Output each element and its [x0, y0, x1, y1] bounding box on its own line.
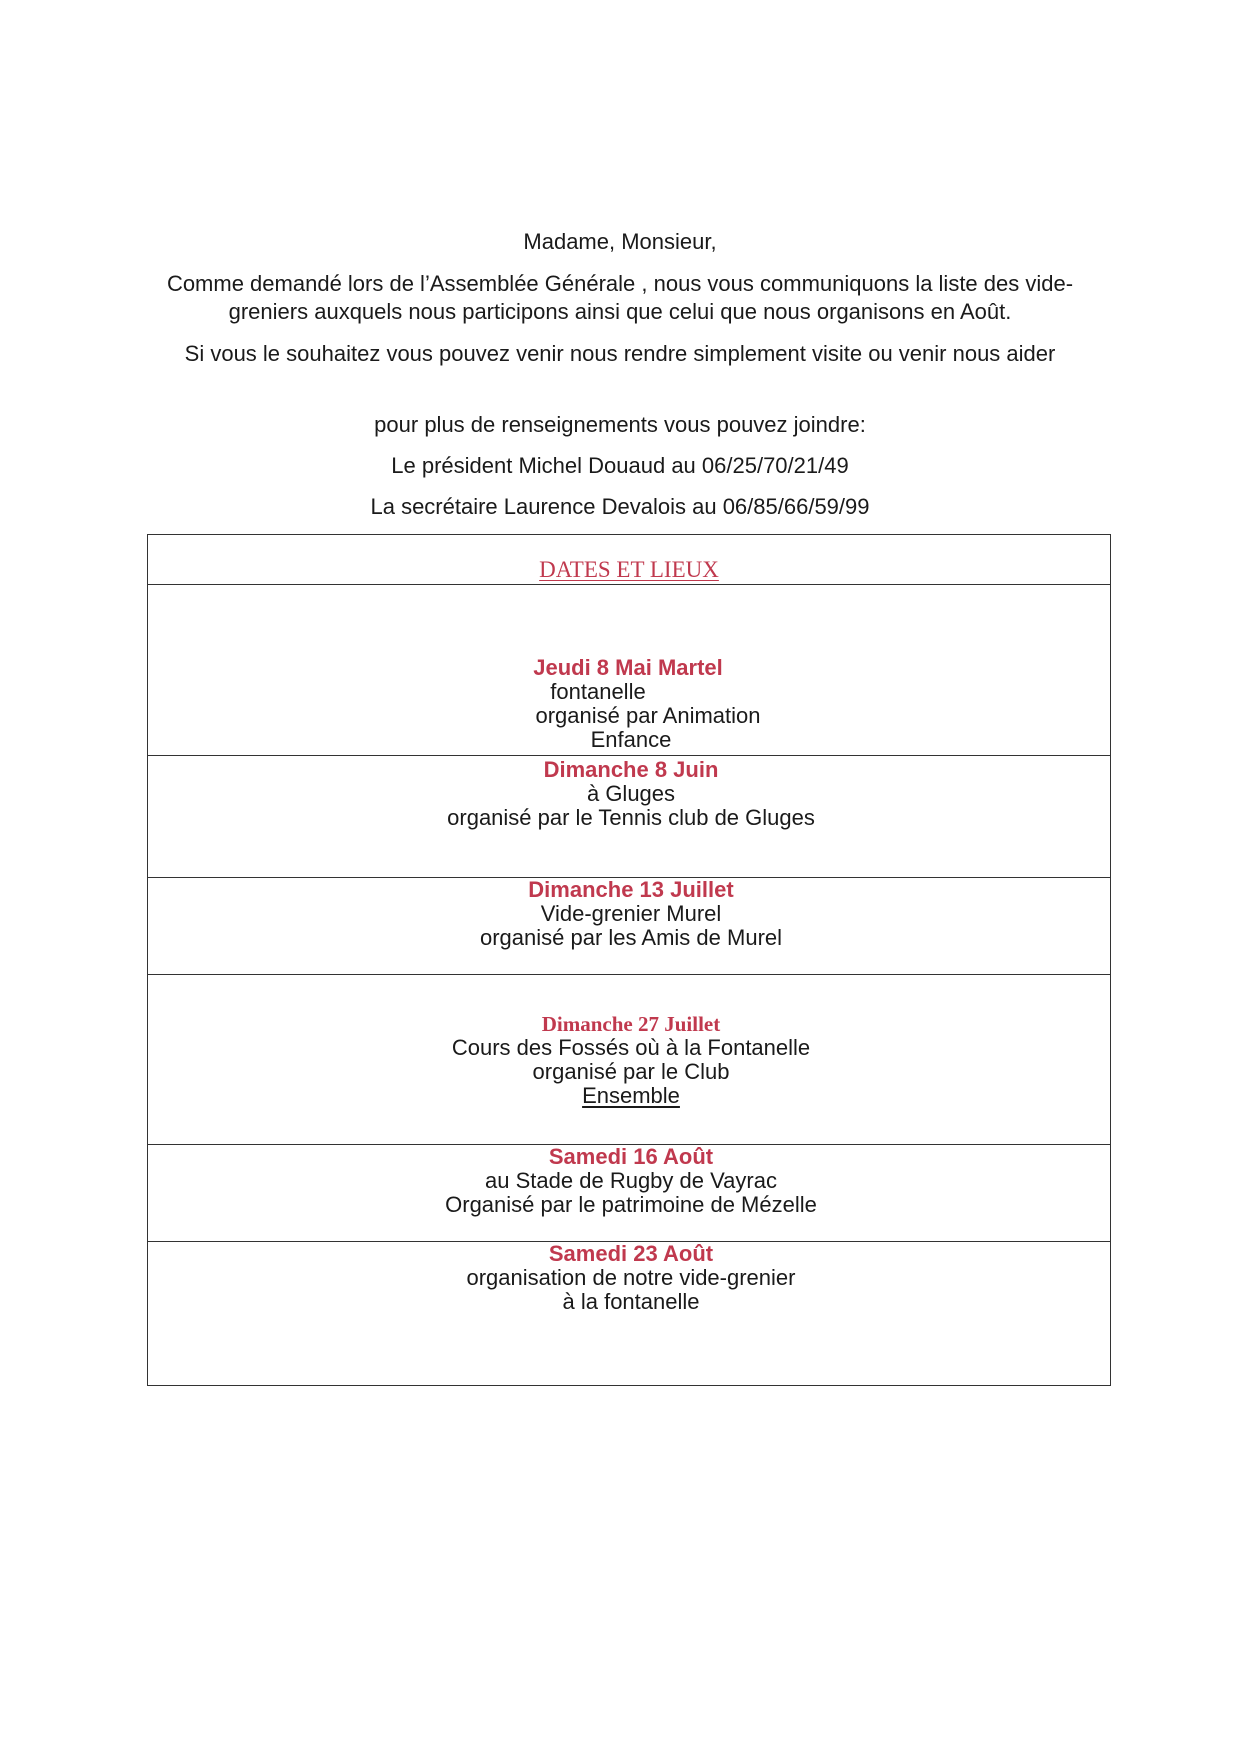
- event-place: Vide-grenier Murel: [540, 901, 722, 926]
- event-organizer: organisé par le Tennis club de Gluges: [447, 805, 815, 830]
- event-place: Cours des Fossés où à la Fontanelle: [451, 1035, 811, 1060]
- table-header-title: DATES ET LIEUX: [539, 557, 719, 582]
- table-row: [148, 1241, 1110, 1387]
- event-date: Samedi 16 Août: [548, 1144, 714, 1169]
- event-cell: [148, 585, 1110, 752]
- event-date: Dimanche 13 Juillet: [528, 877, 734, 902]
- event-date: Samedi 23 Août: [548, 1241, 714, 1266]
- event-organizer: organisé par le Club: [532, 1059, 730, 1084]
- events-table: [147, 534, 1111, 1386]
- event-place: au Stade de Rugby de Vayrac: [485, 1168, 777, 1193]
- event-cell: [152, 975, 1110, 1108]
- contact-secretary: La secrétaire Laurence Devalois au 06/85/66/59/99: [370, 494, 870, 519]
- letter-paragraph-invitation: Si vous le souhaitez vous pouvez venir nous rendre simplement visite ou venir nous aider: [184, 341, 1056, 366]
- event-organizer: Organisé par le patrimoine de Mézelle: [445, 1192, 817, 1217]
- letter-greeting: Madame, Monsieur,: [523, 229, 717, 254]
- event-cell: [152, 878, 1110, 950]
- table-row: [148, 755, 1110, 877]
- letter-paragraph-intro: Comme demandé lors de l’Assemblée Générale , nous vous communiquons la liste des vide-greniers auxquels nous participons ainsi que celui que nous organisons en Août.: [166, 271, 1074, 324]
- event-date: Jeudi 8 Mai Martel: [533, 655, 723, 680]
- event-date: Dimanche 8 Juin: [543, 757, 719, 782]
- event-place: à la fontanelle: [562, 1289, 700, 1314]
- contact-intro: pour plus de renseignements vous pouvez joindre:: [374, 412, 866, 437]
- contact-president: Le président Michel Douaud au 06/25/70/21/49: [391, 453, 849, 478]
- table-header-row: [148, 535, 1110, 584]
- event-cell: [152, 1242, 1110, 1314]
- table-row: [148, 974, 1110, 1144]
- event-date: Dimanche 27 Juillet: [541, 1012, 721, 1036]
- event-organizer: organisé par les Amis de Murel: [479, 925, 783, 950]
- event-description: organisation de notre vide-grenier: [466, 1265, 796, 1290]
- event-cell: [152, 756, 1110, 830]
- event-organizer-continued: Enfance: [590, 727, 672, 752]
- event-place: à Gluges: [586, 781, 676, 806]
- table-row: [148, 1144, 1110, 1241]
- table-row: [148, 584, 1110, 755]
- event-place: fontanelle: [550, 679, 646, 704]
- table-row: [148, 877, 1110, 974]
- event-organizer-continued: Ensemble: [582, 1083, 680, 1108]
- event-organizer: organisé par Animation: [535, 703, 761, 728]
- event-cell: [152, 1145, 1110, 1217]
